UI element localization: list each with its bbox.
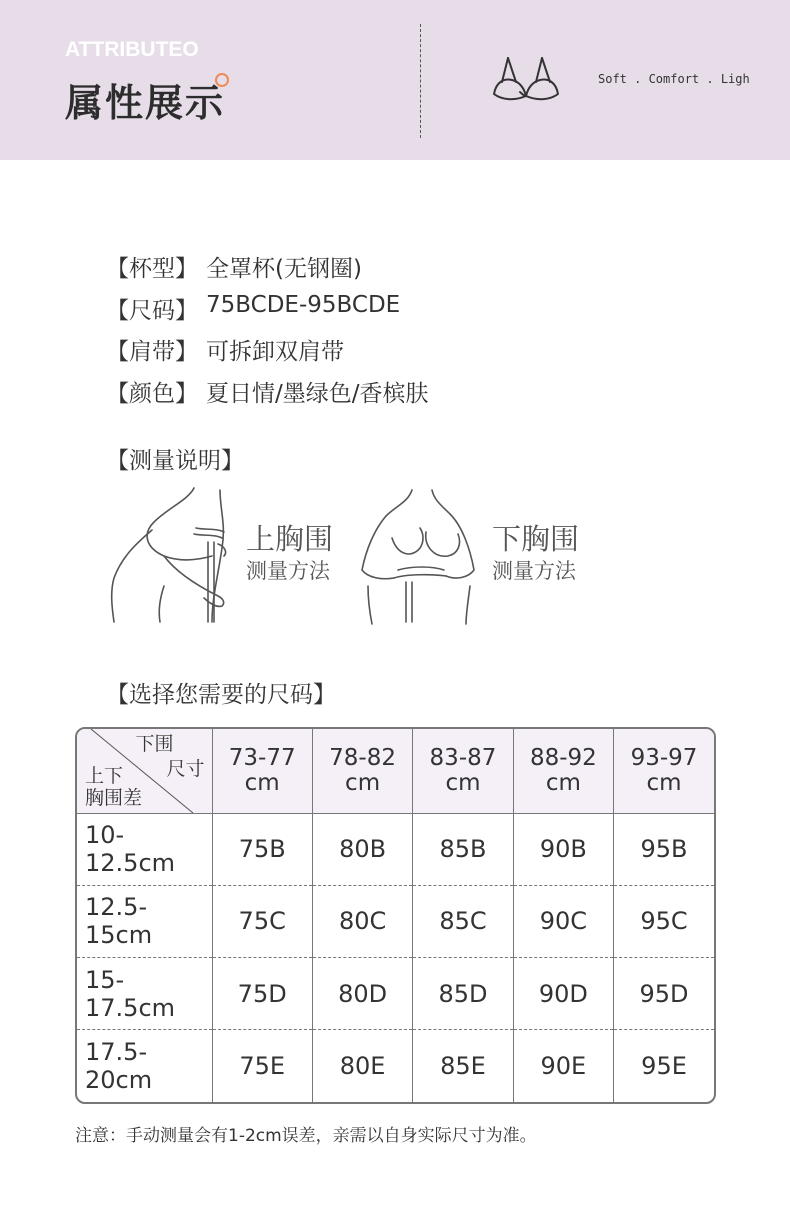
size-cell: 95E [614,1030,714,1102]
size-cell: 90D [513,958,613,1030]
size-cell: 90C [513,885,613,957]
upper-bust-subtitle: 测量方法 [246,559,330,583]
size-cell: 95B [614,813,714,885]
lower-bust-figure-icon [358,486,483,626]
attribute-value: 全罩杯(无钢圈) [206,256,362,282]
size-cell: 95D [614,958,714,1030]
table-column-header: 73-77 cm [212,729,312,813]
corner-label-size: 尺寸 [166,758,205,780]
table-row [77,813,714,885]
table-row [77,885,714,957]
size-cell: 90B [513,813,613,885]
table-column-header: 93-97 cm [614,729,714,813]
table-column-header: 78-82 cm [312,729,412,813]
measurement-note: 注意：手动测量会有1-2cm误差，亲需以自身实际尺寸为准。 [75,1126,537,1146]
measure-illustrations [108,486,608,626]
bra-icon [490,52,562,104]
table-row [77,1030,714,1102]
measure-section-title: 【测量说明】 [106,448,244,474]
row-label: 10-12.5cm [77,813,212,885]
size-cell: 75B [212,813,312,885]
attribute-value: 夏日情/墨绿色/香槟肤 [206,380,429,407]
size-cell: 75E [212,1030,312,1102]
size-cell: 80C [312,885,412,957]
size-cell: 85E [413,1030,513,1102]
size-cell: 80D [312,958,412,1030]
size-cell: 85C [413,885,513,957]
header-en-title: ATTRIBUTEO [65,38,199,61]
attribute-key: 【杯型】 [106,256,198,282]
header-banner [0,0,790,160]
size-cell: 75C [212,885,312,957]
attribute-row-size [106,292,429,334]
header-tagline: Soft . Comfort . Ligh [598,72,750,86]
table-header-row [77,729,714,813]
size-cell: 80B [312,813,412,885]
size-cell: 85D [413,958,513,1030]
attribute-value: 可拆卸双肩带 [206,339,344,365]
size-table-title: 【选择您需要的尺码】 [106,682,336,708]
header-divider [420,24,421,138]
header-cn-title: 属性展示 [65,81,226,125]
upper-bust-title: 上胸围 [246,522,334,556]
attribute-key: 【尺码】 [106,297,198,324]
row-label: 15-17.5cm [77,958,212,1030]
size-cell: 95C [614,885,714,957]
corner-label-lower: 下围 [135,733,174,755]
size-cell: 75D [212,958,312,1030]
corner-label-diff-top: 上下 [85,765,124,787]
attribute-row-color [106,375,429,417]
attribute-list [106,250,429,416]
attribute-key: 【颜色】 [106,380,198,407]
table-column-header: 88-92 cm [513,729,613,813]
lower-bust-title: 下胸围 [492,522,580,556]
table-row [77,958,714,1030]
row-label: 17.5-20cm [85,1038,153,1095]
corner-label-diff-bottom: 胸围差 [85,787,143,809]
size-cell: 85B [413,813,513,885]
size-cell: 80E [312,1030,412,1102]
attribute-row-cup [106,250,429,292]
table-column-header: 83-87 cm [413,729,513,813]
row-label: 12.5-15cm [77,885,212,957]
upper-bust-figure-icon [108,486,238,626]
lower-bust-subtitle: 测量方法 [492,559,576,583]
accent-dot-icon [215,73,229,87]
lower-bust-label [492,522,579,586]
size-table [75,727,716,1104]
upper-bust-label [246,522,333,586]
size-cell: 90E [513,1030,613,1102]
attribute-row-strap [106,333,429,375]
attribute-value: 75BCDE-95BCDE [206,291,401,318]
attribute-key: 【肩带】 [106,339,198,365]
table-corner-cell [77,729,212,813]
